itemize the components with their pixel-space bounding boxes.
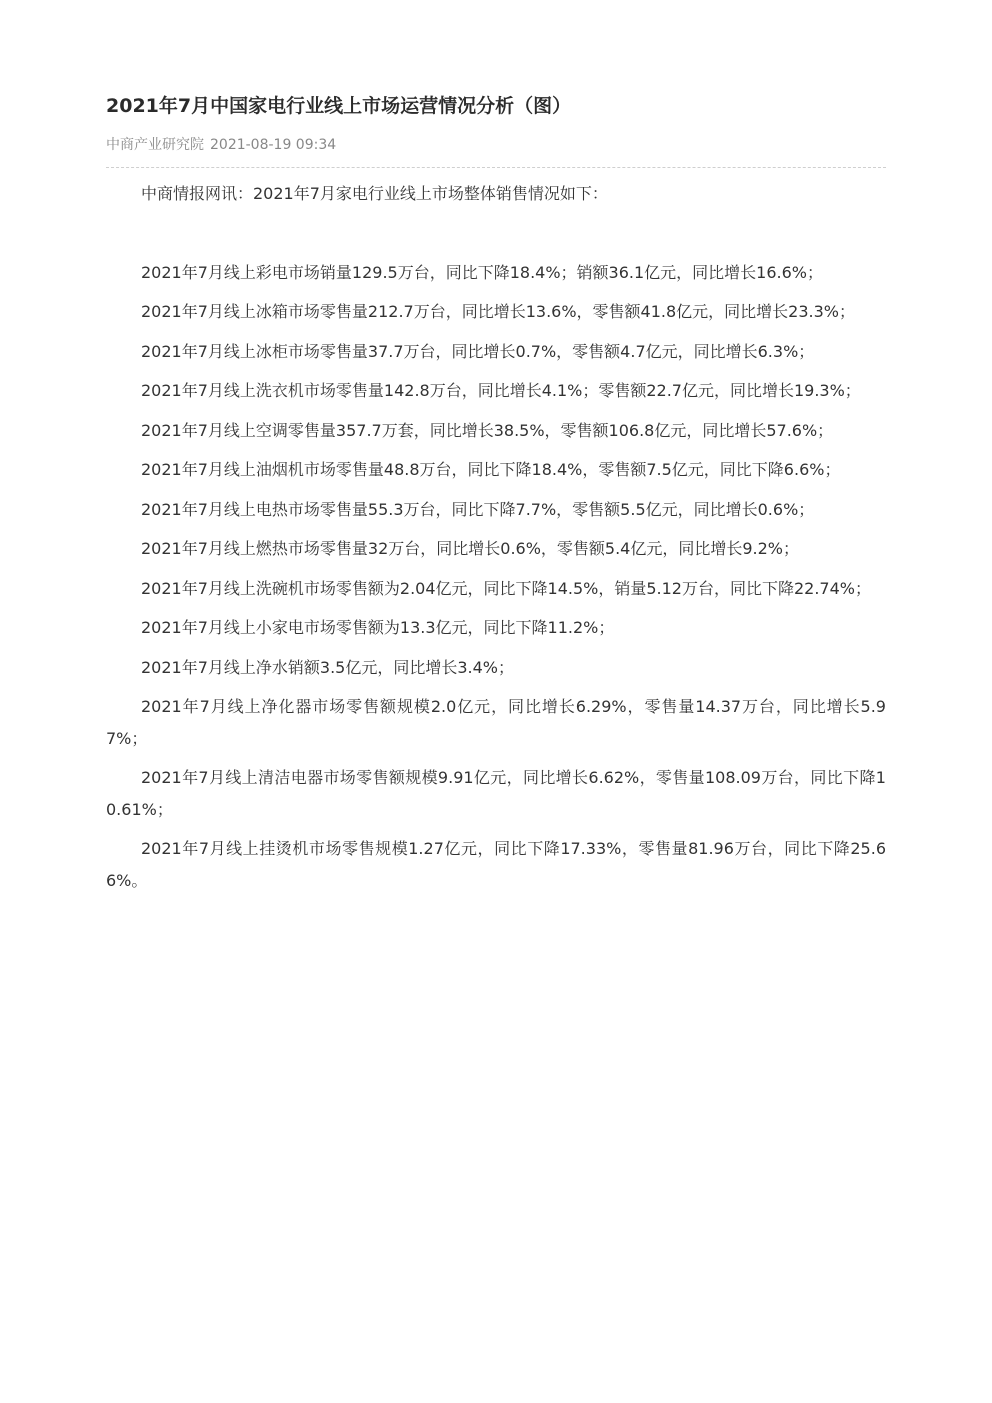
article-paragraph: 2021年7月线上彩电市场销量129.5万台，同比下降18.4%；销额36.1亿元，同比增长16.6%； xyxy=(141,262,823,282)
article-intro: 中商情报网讯：2021年7月家电行业线上市场整体销售情况如下： xyxy=(141,184,608,203)
article-source: 中商产业研究院 xyxy=(106,137,204,153)
blank-line xyxy=(106,210,886,257)
article-paragraph: 2021年7月线上洗碗机市场零售额为2.04亿元，同比下降14.5%，销量5.12万台，同比下降22.74%； xyxy=(141,578,871,598)
title-divider xyxy=(106,167,886,168)
article-paragraph: 2021年7月线上燃热市场零售量32万台，同比增长0.6%，零售额5.4亿元，同比增长9.2%； xyxy=(141,539,800,558)
article-paragraph: 2021年7月线上洗衣机市场零售量142.8万台，同比增长4.1%；零售额22.7亿元，同比增长19.3%； xyxy=(141,381,861,400)
article-paragraph: 2021年7月线上挂烫机市场零售规模1.27亿元，同比下降17.33%，零售量81.96万台，同比下降25.66%。 xyxy=(106,839,886,890)
article-paragraph: 2021年7月线上小家电市场零售额为13.3亿元，同比下降11.2%； xyxy=(141,618,615,637)
article-paragraph: 2021年7月线上净水销额3.5亿元，同比增长3.4%； xyxy=(141,657,514,677)
article-paragraph: 2021年7月线上冰柜市场零售量37.7万台，同比增长0.7%，零售额4.7亿元，同比增长6.3%； xyxy=(141,341,815,361)
article-datetime: 2021-08-19 09:34 xyxy=(210,137,337,153)
article-meta xyxy=(106,135,336,155)
article-paragraph: 2021年7月线上电热市场零售量55.3万台，同比下降7.7%，零售额5.5亿元，同比增长0.6%； xyxy=(141,499,815,519)
article-paragraph: 2021年7月线上冰箱市场零售量212.7万台，同比增长13.6%，零售额41.8亿元，同比增长23.3%； xyxy=(141,302,855,321)
article-paragraph: 2021年7月线上净化器市场零售额规模2.0亿元，同比增长6.29%，零售量14.37万台，同比增长5.97%； xyxy=(106,697,886,748)
article-title: 2021年7月中国家电行业线上市场运营情况分析（图） xyxy=(106,95,572,117)
article-body xyxy=(106,178,886,904)
article-paragraph: 2021年7月线上清洁电器市场零售额规模9.91亿元，同比增长6.62%，零售量108.09万台，同比下降10.61%； xyxy=(106,768,886,819)
article-paragraph: 2021年7月线上油烟机市场零售量48.8万台，同比下降18.4%，零售额7.5亿元，同比下降6.6%； xyxy=(141,460,841,479)
article-paragraph: 2021年7月线上空调零售量357.7万套，同比增长38.5%，零售额106.8亿元，同比增长57.6%； xyxy=(141,420,834,440)
